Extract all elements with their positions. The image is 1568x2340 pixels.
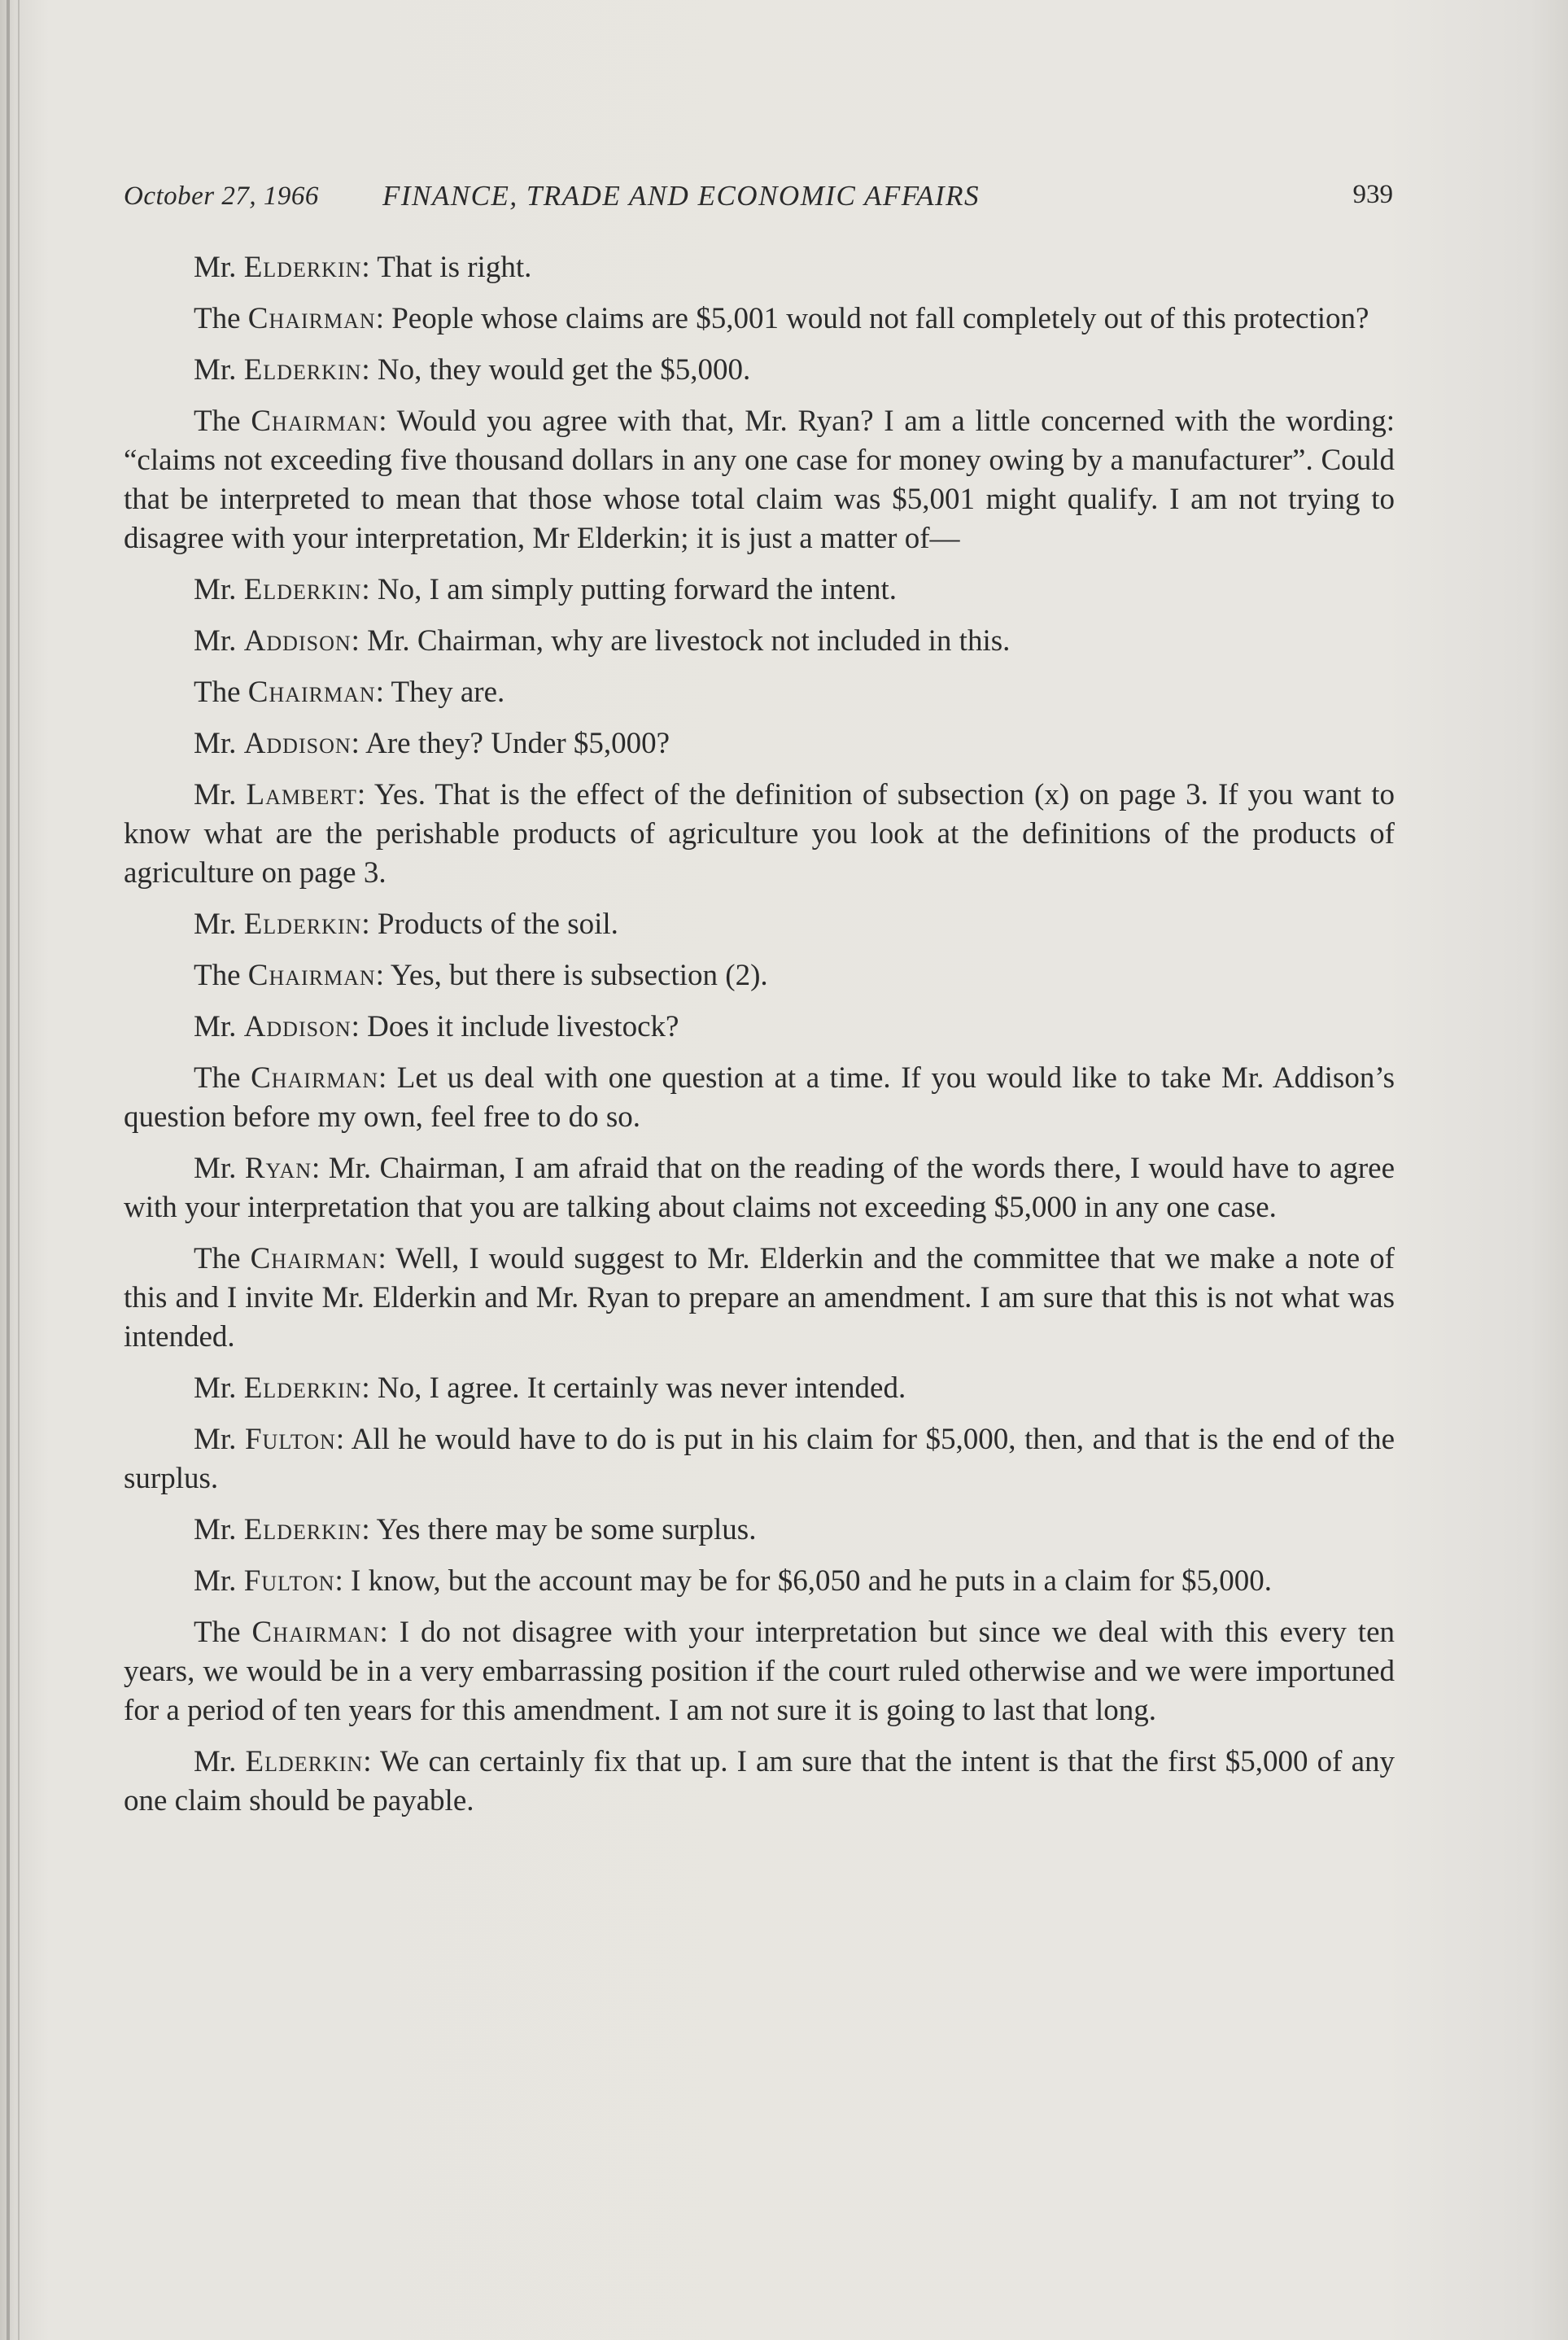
speaker-name: Addison <box>243 1010 352 1043</box>
paragraph-text: : Mr. Chairman, why are livestock not included in this. <box>351 624 1011 658</box>
paragraph <box>124 571 1395 610</box>
paragraph <box>124 905 1395 944</box>
speaker-title: The <box>194 405 241 438</box>
paragraph-text: : People whose claims are $5,001 would not fall completely out of this protection? <box>375 302 1369 335</box>
paragraph <box>124 351 1395 390</box>
speaker-title: The <box>194 676 241 709</box>
paragraph-text: : Are they? Under $5,000? <box>351 727 670 760</box>
speaker-title: Mr. <box>194 908 237 941</box>
page-number: 939 <box>1352 180 1393 209</box>
paragraph-text: : Well, I would suggest to Mr. Elderkin and the committee that we make a note of this and I invite Mr. Elderkin and Mr. Ryan to prepare an amendment. I am sure that this is not what was intended. <box>124 1242 1395 1354</box>
paragraph-text: : Yes there may be some surplus. <box>361 1513 757 1546</box>
paragraph <box>124 956 1395 995</box>
speaker-title: Mr. <box>194 573 237 606</box>
speaker-name: Chairman <box>251 1616 380 1649</box>
paragraph <box>124 1008 1395 1047</box>
transcript-body <box>124 248 1395 1833</box>
paragraph <box>124 300 1395 339</box>
speaker-title: The <box>194 959 241 992</box>
speaker-title: Mr. <box>194 251 237 284</box>
running-header <box>124 175 1393 216</box>
paragraph-text: : I do not disagree with your interpretation but since we deal with this every ten years, we would be in a very embarrassing position if the court ruled otherwise and we were importuned for a period of ten years for this amendment. I am not sure it is going to last that long. <box>124 1616 1395 1727</box>
speaker-title: Mr. <box>194 1564 237 1598</box>
paragraph <box>124 248 1395 287</box>
paragraph-text: : No, I am simply putting forward the intent. <box>361 573 898 606</box>
paragraph <box>124 673 1395 712</box>
paragraph <box>124 776 1395 893</box>
speaker-name: Chairman <box>247 676 376 709</box>
speaker-name: Chairman <box>250 1242 378 1275</box>
speaker-title: The <box>194 1242 241 1275</box>
speaker-title: Mr. <box>194 1423 237 1456</box>
speaker-title: Mr. <box>194 624 237 658</box>
paragraph-text: : Yes. That is the effect of the definition of subsection (x) on page 3. If you want to know what are the perishable products of agriculture you look at the definitions of the products of agriculture on page 3. <box>124 778 1395 890</box>
binding-edge <box>7 0 10 2340</box>
speaker-title: Mr. <box>194 353 237 387</box>
speaker-title: Mr. <box>194 1513 237 1546</box>
paragraph <box>124 1743 1395 1821</box>
speaker-title: The <box>194 1061 241 1095</box>
paragraph <box>124 1149 1395 1227</box>
speaker-name: Chairman <box>247 302 376 335</box>
paragraph-text: : Yes, but there is subsection (2). <box>375 959 768 992</box>
speaker-name: Chairman <box>247 959 376 992</box>
speaker-name: Addison <box>243 727 352 760</box>
speaker-name: Elderkin <box>243 353 362 387</box>
speaker-title: Mr. <box>194 778 237 811</box>
paragraph-text: : I know, but the account may be for $6,050 and he puts in a claim for $5,000. <box>334 1564 1273 1598</box>
speaker-title: The <box>194 1616 241 1649</box>
speaker-name: Elderkin <box>243 573 362 606</box>
paragraph-text: : They are. <box>375 676 505 709</box>
speaker-title: Mr. <box>194 1371 237 1405</box>
speaker-name: Fulton <box>244 1423 336 1456</box>
paragraph-text: : Products of the soil. <box>361 908 618 941</box>
paragraph-text: : Mr. Chairman, I am afraid that on the reading of the words there, I would have to agree with your interpretation that you are talking about claims not exceeding $5,000 in any one case. <box>124 1152 1395 1224</box>
speaker-title: Mr. <box>194 1152 237 1185</box>
speaker-title: The <box>194 302 241 335</box>
speaker-title: Mr. <box>194 1010 237 1043</box>
speaker-name: Elderkin <box>243 1513 362 1546</box>
paragraph <box>124 1420 1395 1498</box>
paragraph-text: : All he would have to do is put in his claim for $5,000, then, and that is the end of the surplus. <box>124 1423 1395 1495</box>
speaker-name: Elderkin <box>245 1745 364 1778</box>
binding-edge-inner <box>18 0 20 2340</box>
speaker-title: Mr. <box>194 1745 237 1778</box>
speaker-name: Elderkin <box>243 251 362 284</box>
speaker-title: Mr. <box>194 727 237 760</box>
speaker-name: Addison <box>243 624 352 658</box>
paragraph-text: : No, they would get the $5,000. <box>361 353 751 387</box>
paragraph <box>124 1059 1395 1137</box>
paragraph <box>124 1240 1395 1357</box>
paragraph <box>124 1613 1395 1730</box>
speaker-name: Lambert <box>246 778 357 811</box>
header-date: October 27, 1966 <box>124 182 319 211</box>
speaker-name: Fulton <box>243 1564 335 1598</box>
paragraph <box>124 1369 1395 1408</box>
header-title: FINANCE, TRADE AND ECONOMIC AFFAIRS <box>382 180 981 212</box>
paragraph-text: : No, I agree. It certainly was never intended. <box>361 1371 906 1405</box>
paragraph-text: : That is right. <box>361 251 532 284</box>
paragraph-text: : Let us deal with one question at a time. If you would like to take Mr. Addison’s question before my own, feel free to do so. <box>124 1061 1395 1134</box>
paragraph <box>124 622 1395 661</box>
paragraph-text: : Would you agree with that, Mr. Ryan? I am a little concerned with the wording: “claims not exceeding five thousand dollars in any one case for money owing by a manufacturer”. Could that be interpreted to mean that those whose total claim was $5,001 might qualify. I am not trying to disagree with your interpretation, Mr Elderkin; it is just a matter of— <box>124 405 1395 555</box>
speaker-name: Chairman <box>251 405 379 438</box>
paragraph <box>124 724 1395 763</box>
speaker-name: Chairman <box>251 1061 378 1095</box>
speaker-name: Elderkin <box>243 908 362 941</box>
speaker-name: Elderkin <box>243 1371 362 1405</box>
paragraph-text: : We can certainly fix that up. I am sure that the intent is that the first $5,000 of any one claim should be payable. <box>124 1745 1395 1817</box>
paragraph <box>124 1511 1395 1550</box>
paragraph <box>124 1562 1395 1601</box>
speaker-name: Ryan <box>244 1152 312 1185</box>
paragraph-text: : Does it include livestock? <box>351 1010 679 1043</box>
paragraph <box>124 402 1395 558</box>
